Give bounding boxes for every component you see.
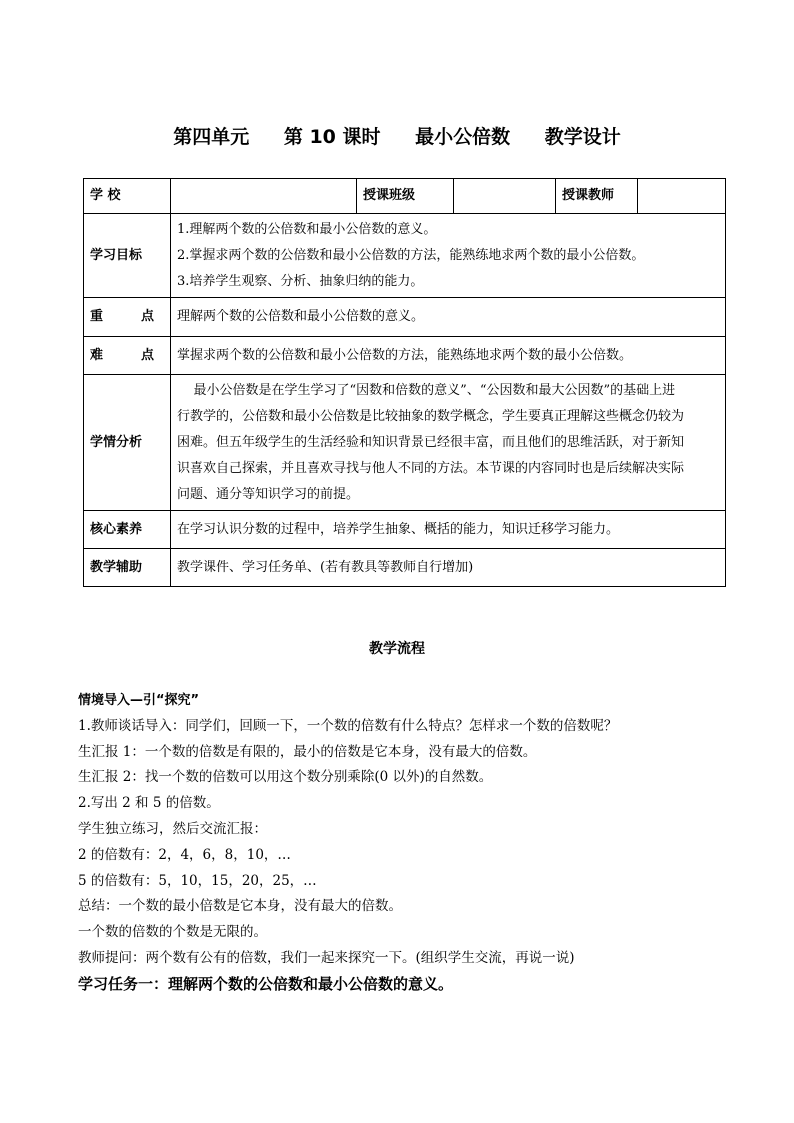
difficulty-label-a: 难 bbox=[90, 347, 104, 363]
title-unit: 第四单元 bbox=[173, 126, 250, 148]
school-value bbox=[171, 179, 357, 214]
paragraph: 2 的倍数有：2，4，6，8，10，… bbox=[78, 846, 291, 863]
paragraph: 2.写出 2 和 5 的倍数。 bbox=[78, 795, 220, 812]
table-row bbox=[84, 214, 726, 298]
flow-title: 教学流程 bbox=[369, 641, 425, 657]
teacher-label: 授课教师 bbox=[556, 179, 638, 214]
school-label: 学 校 bbox=[90, 188, 121, 203]
analysis-line: 困难。但五年级学生的生活经验和知识背景已经很丰富，而且他们的思维活跃，对于新知 bbox=[177, 434, 685, 450]
analysis-line: 问题、通分等知识学习的前提。 bbox=[177, 486, 360, 502]
table-row bbox=[84, 337, 726, 375]
analysis-label: 学情分析 bbox=[84, 375, 171, 511]
teacher-value bbox=[638, 179, 726, 214]
goal-item: 3.培养学生观察、分析、抽象归纳的能力。 bbox=[177, 273, 424, 289]
paragraph: 学生独立练习，然后交流汇报： bbox=[78, 820, 267, 837]
class-label: 授课班级 bbox=[357, 179, 454, 214]
paragraph: 一个数的倍数的个数是无限的。 bbox=[78, 924, 267, 941]
flow-body bbox=[78, 688, 738, 998]
paragraph: 生汇报 2：找一个数的倍数可以用这个数分别乘除(0 以外)的自然数。 bbox=[78, 769, 493, 786]
key-point-label-a: 重 bbox=[90, 309, 104, 324]
analysis-cell bbox=[171, 375, 726, 511]
goals-label: 学习目标 bbox=[84, 214, 171, 298]
paragraph: 5 的倍数有：5，10，15，20，25，… bbox=[78, 872, 317, 889]
page-title bbox=[0, 122, 794, 149]
core-literacy-label: 核心素养 bbox=[84, 511, 171, 549]
paragraph: 1.教师谈话导入：同学们，回顾一下，一个数的倍数有什么特点？怎样求一个数的倍数呢？ bbox=[78, 717, 618, 734]
key-point-label-b: 点 bbox=[140, 309, 154, 324]
section-heading: 情境导入—引“探究” bbox=[78, 693, 200, 708]
table-row bbox=[84, 549, 726, 587]
lesson-info-table bbox=[83, 178, 726, 587]
school-label-cell bbox=[84, 179, 171, 214]
title-type: 教学设计 bbox=[544, 126, 621, 148]
difficulty-value: 掌握求两个数的公倍数和最小公倍数的方法，能熟练地求两个数的最小公倍数。 bbox=[171, 337, 726, 375]
teaching-aids-value: 教学课件、学习任务单、(若有教具等教师自行增加) bbox=[171, 549, 726, 587]
goal-item: 1.理解两个数的公倍数和最小公倍数的意义。 bbox=[177, 221, 437, 237]
analysis-line: 识喜欢自己探索，并且喜欢寻找与他人不同的方法。本节课的内容同时也是后续解决实际 bbox=[177, 460, 685, 476]
key-point-label-cell bbox=[84, 298, 171, 337]
teaching-aids-label: 教学辅助 bbox=[84, 549, 171, 587]
goals-cell bbox=[171, 214, 726, 298]
table-row bbox=[84, 179, 726, 214]
table-row bbox=[84, 298, 726, 337]
goal-item: 2.掌握求两个数的公倍数和最小公倍数的方法，能熟练地求两个数的最小公倍数。 bbox=[177, 247, 645, 263]
analysis-line: 最小公倍数是在学生学习了“因数和倍数的意义”、“公因数和最大公因数”的基础上进 bbox=[177, 382, 676, 398]
key-point-value: 理解两个数的公倍数和最小公倍数的意义。 bbox=[171, 298, 726, 337]
paragraph: 总结：一个数的最小倍数是它本身，没有最大的倍数。 bbox=[78, 898, 402, 915]
table-row bbox=[84, 375, 726, 511]
paragraph: 教师提问：两个数有公有的倍数，我们一起来探究一下。(组织学生交流，再说一说) bbox=[78, 949, 575, 966]
title-lesson: 第 10 课时 bbox=[283, 126, 381, 148]
paragraph: 生汇报 1：一个数的倍数是有限的，最小的倍数是它本身，没有最大的倍数。 bbox=[78, 743, 537, 760]
difficulty-label-cell bbox=[84, 337, 171, 375]
core-literacy-value: 在学习认识分数的过程中，培养学生抽象、概括的能力，知识迁移学习能力。 bbox=[171, 511, 726, 549]
task-heading: 学习任务一：理解两个数的公倍数和最小公倍数的意义。 bbox=[78, 974, 454, 993]
difficulty-label-b: 点 bbox=[140, 347, 154, 363]
title-topic: 最小公倍数 bbox=[415, 126, 511, 148]
table-row bbox=[84, 511, 726, 549]
class-value bbox=[454, 179, 556, 214]
analysis-line: 行教学的，公倍数和最小公倍数是比较抽象的数学概念，学生要真正理解这些概念仍较为 bbox=[177, 408, 685, 424]
